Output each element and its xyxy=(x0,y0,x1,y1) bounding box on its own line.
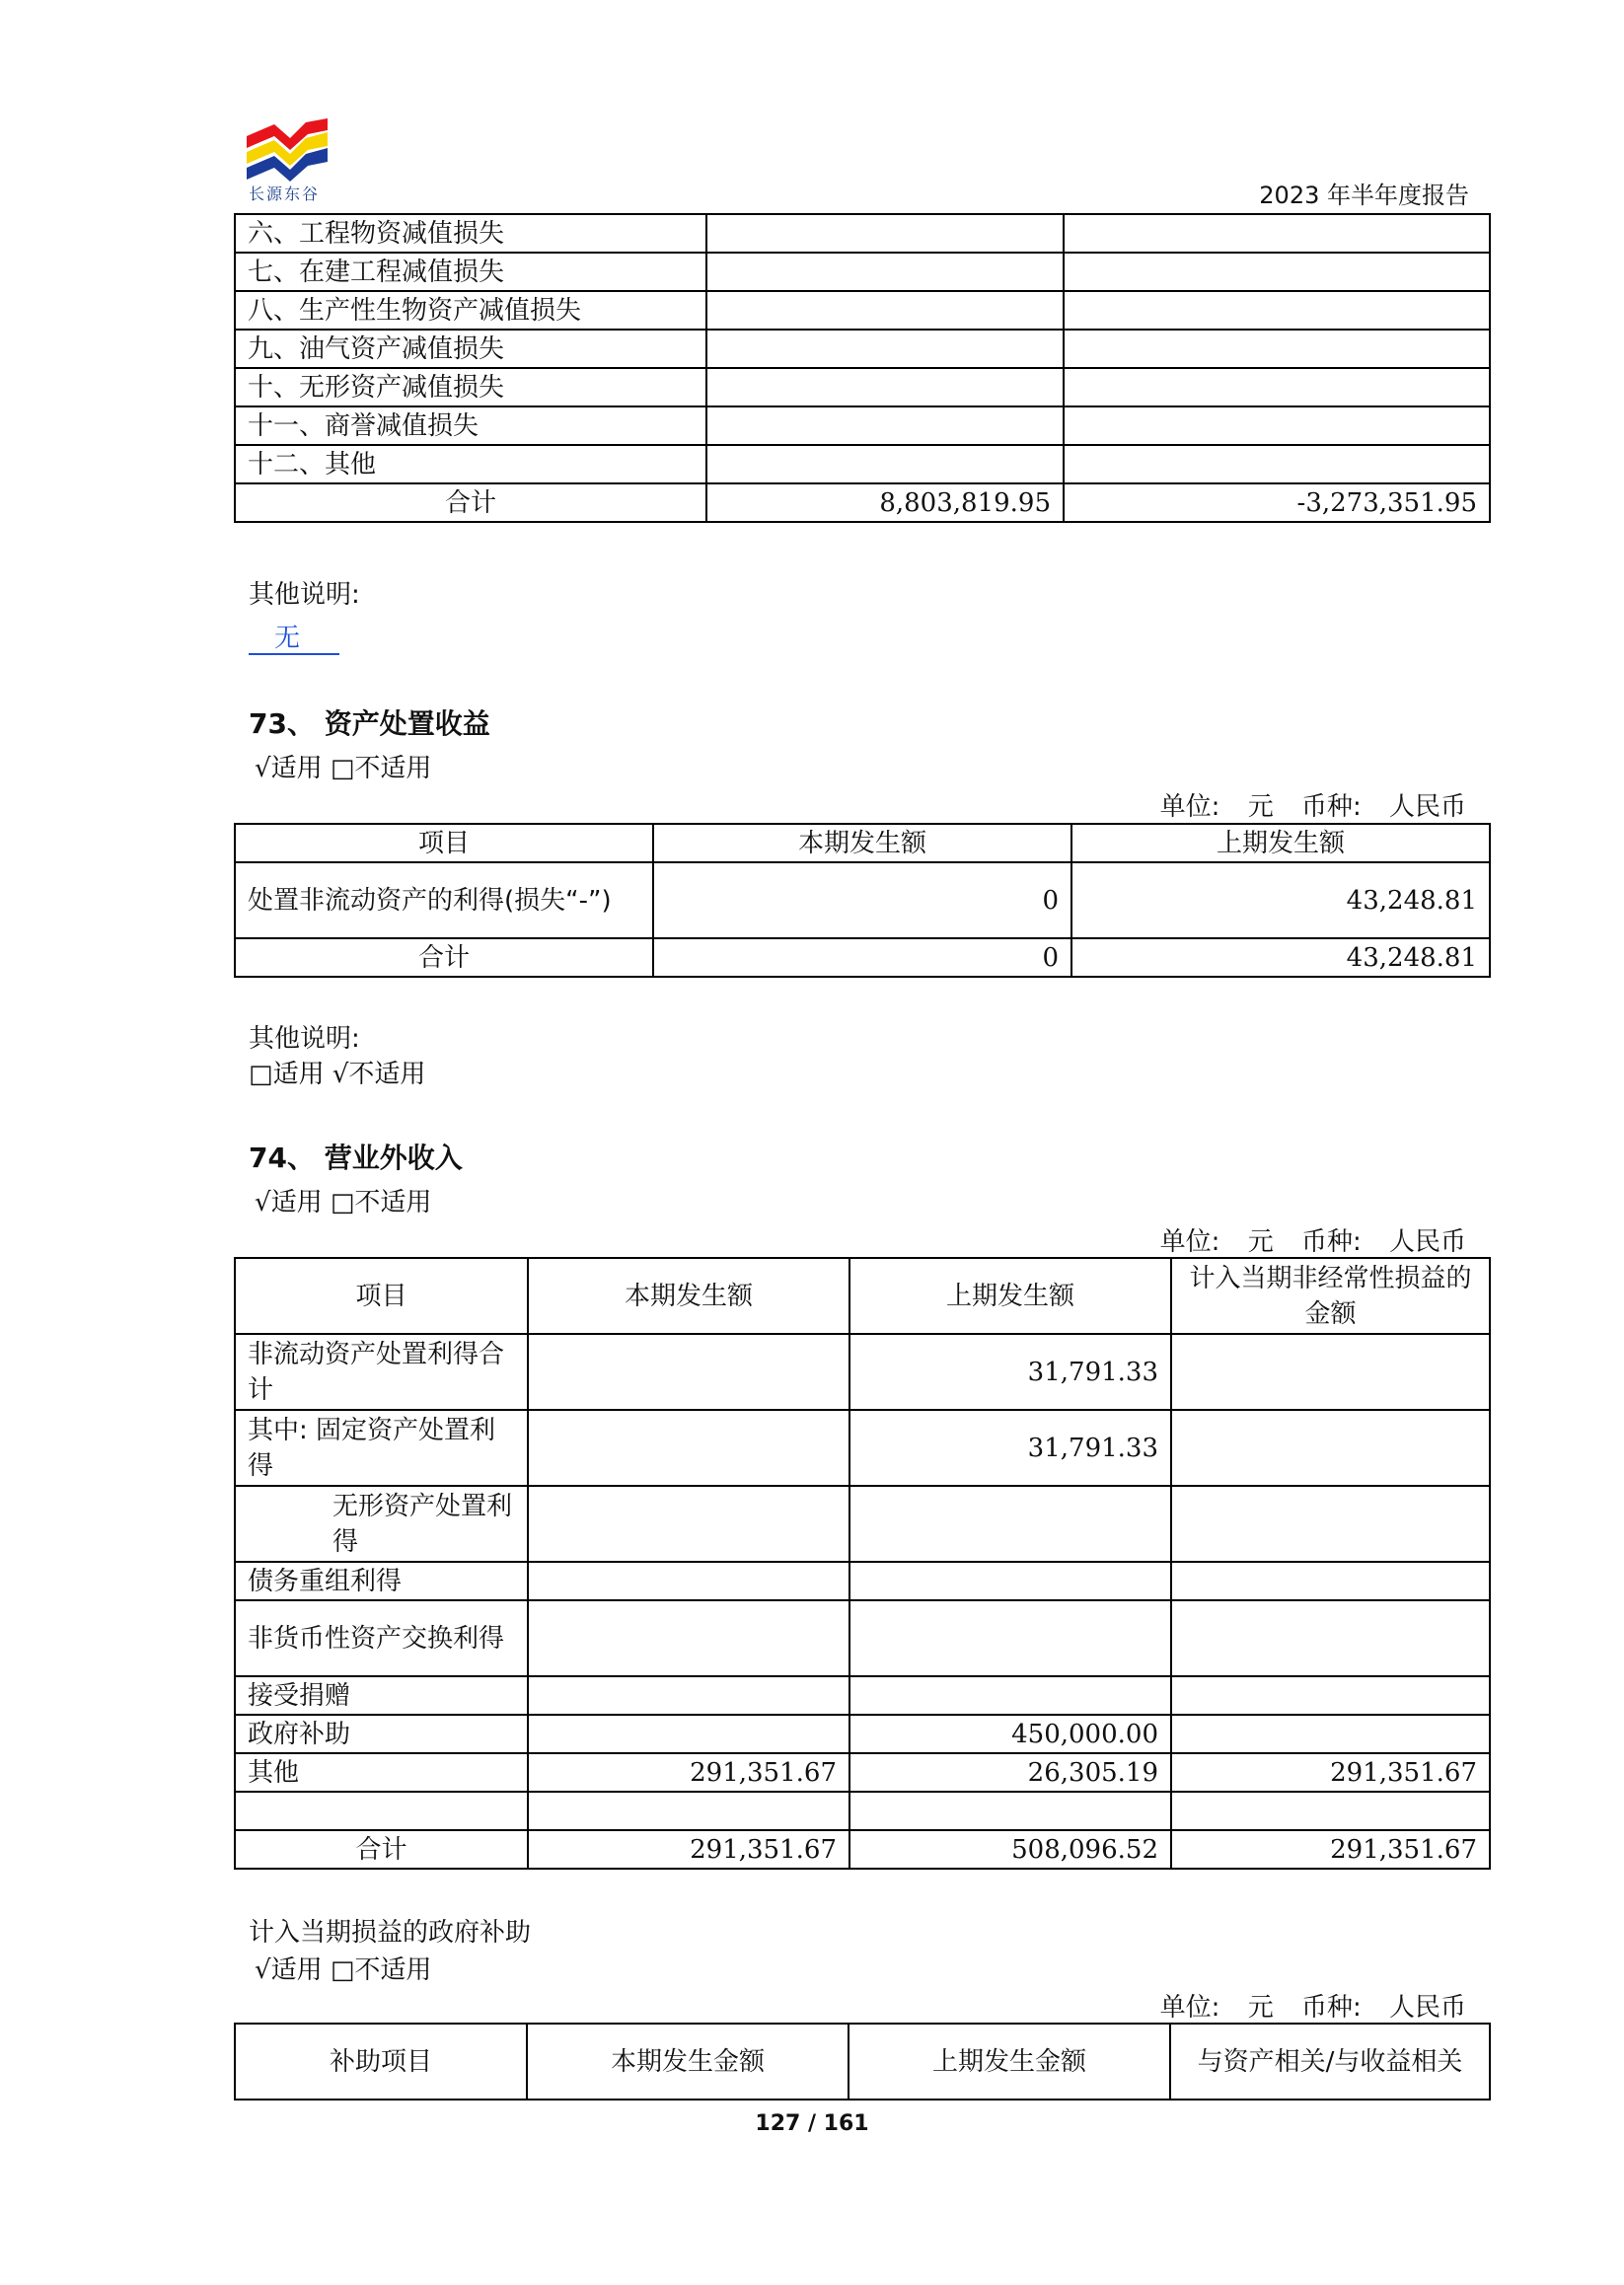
column-header: 本期发生金额 xyxy=(527,2024,849,2100)
section-74-unit: 单位: 元 币种: 人民币 xyxy=(1159,1227,1466,1257)
column-header: 上期发生额 xyxy=(849,1258,1171,1334)
column-header: 补助项目 xyxy=(235,2024,527,2100)
previous-amount xyxy=(849,1486,1171,1562)
previous-amount xyxy=(1064,445,1490,483)
table-row xyxy=(235,862,1490,938)
row-item: 十一、商誉减值损失 xyxy=(235,406,706,445)
current-amount: 291,351.67 xyxy=(528,1753,849,1792)
company-logo-text: 长源东谷 xyxy=(249,184,321,203)
previous-amount xyxy=(1064,368,1490,406)
row-item: 六、工程物资减值损失 xyxy=(235,214,706,253)
previous-amount xyxy=(1064,253,1490,291)
column-header: 项目 xyxy=(235,824,653,862)
nonrecurring-amount xyxy=(1171,1562,1490,1600)
current-amount xyxy=(706,291,1064,330)
column-header: 上期发生金额 xyxy=(849,2024,1170,2100)
table-total-row xyxy=(235,1830,1490,1869)
table-header-row xyxy=(235,2024,1490,2100)
nonrecurring-amount xyxy=(1171,1792,1490,1830)
row-item: 接受捐赠 xyxy=(235,1676,528,1715)
current-amount xyxy=(528,1676,849,1715)
current-amount xyxy=(706,330,1064,368)
gov-subsidy-table xyxy=(234,2023,1491,2101)
table-row xyxy=(235,1410,1490,1486)
table-header-row xyxy=(235,1258,1490,1334)
table-row xyxy=(235,1676,1490,1715)
section-73-title: 73、 资产处置收益 xyxy=(249,707,490,740)
table-row xyxy=(235,253,1490,291)
table-header-row xyxy=(235,824,1490,862)
current-amount xyxy=(706,406,1064,445)
row-item xyxy=(235,1792,528,1830)
gov-subsidy-applicability: √适用 □不适用 xyxy=(255,1955,432,1985)
previous-amount: 450,000.00 xyxy=(849,1715,1171,1753)
previous-amount: 43,248.81 xyxy=(1071,938,1490,977)
previous-amount: 31,791.33 xyxy=(849,1334,1171,1410)
table-row xyxy=(235,214,1490,253)
column-header: 项目 xyxy=(235,1258,528,1334)
table-row xyxy=(235,1792,1490,1830)
table-row xyxy=(235,1486,1490,1562)
column-header: 与资产相关/与收益相关 xyxy=(1170,2024,1490,2100)
column-header: 计入当期非经常性损益的金额 xyxy=(1171,1258,1490,1334)
nonrecurring-amount xyxy=(1171,1334,1490,1410)
column-header: 上期发生额 xyxy=(1071,824,1490,862)
section-74-applicability: √适用 □不适用 xyxy=(255,1188,432,1217)
nonrecurring-amount xyxy=(1171,1486,1490,1562)
row-item: 七、在建工程减值损失 xyxy=(235,253,706,291)
column-header: 本期发生额 xyxy=(653,824,1071,862)
previous-amount xyxy=(1064,214,1490,253)
nonrecurring-amount xyxy=(1171,1410,1490,1486)
nonrecurring-amount xyxy=(1171,1715,1490,1753)
table-row xyxy=(235,406,1490,445)
current-amount xyxy=(528,1715,849,1753)
report-title: 2023 年半年度报告 xyxy=(1259,182,1469,209)
row-item: 处置非流动资产的利得(损失“-”) xyxy=(235,862,653,938)
row-item: 非货币性资产交换利得 xyxy=(235,1600,528,1676)
previous-amount xyxy=(1064,291,1490,330)
table-row xyxy=(235,1715,1490,1753)
previous-amount xyxy=(849,1600,1171,1676)
row-item: 十二、其他 xyxy=(235,445,706,483)
current-amount xyxy=(528,1410,849,1486)
row-item: 合计 xyxy=(235,938,653,977)
current-amount: 291,351.67 xyxy=(528,1830,849,1869)
gov-subsidy-title: 计入当期损益的政府补助 xyxy=(249,1918,532,1948)
other-note-label: 其他说明: xyxy=(249,580,360,610)
row-item: 十、无形资产减值损失 xyxy=(235,368,706,406)
column-header: 本期发生额 xyxy=(528,1258,849,1334)
asset-disposal-income-table xyxy=(234,823,1491,978)
previous-amount: 31,791.33 xyxy=(849,1410,1171,1486)
table-row xyxy=(235,445,1490,483)
previous-amount xyxy=(849,1562,1171,1600)
previous-amount xyxy=(1064,406,1490,445)
row-item: 非流动资产处置利得合计 xyxy=(235,1334,528,1410)
other-note-link[interactable]: 无 xyxy=(249,624,339,655)
current-amount xyxy=(706,368,1064,406)
section-73-applicability: √适用 □不适用 xyxy=(255,754,432,783)
impairment-loss-table xyxy=(234,213,1491,523)
current-amount xyxy=(528,1600,849,1676)
current-amount xyxy=(706,445,1064,483)
current-amount xyxy=(706,214,1064,253)
table-row xyxy=(235,1753,1490,1792)
table-row xyxy=(235,291,1490,330)
current-amount xyxy=(528,1562,849,1600)
non-operating-income-table xyxy=(234,1257,1491,1870)
nonrecurring-amount xyxy=(1171,1676,1490,1715)
page-number: 127 / 161 xyxy=(755,2111,869,2136)
section-74-title: 74、 营业外收入 xyxy=(249,1142,463,1174)
current-amount: 0 xyxy=(653,862,1071,938)
previous-amount: 43,248.81 xyxy=(1071,862,1490,938)
row-item: 其中: 固定资产处置利得 xyxy=(235,1410,528,1486)
row-item: 债务重组利得 xyxy=(235,1562,528,1600)
row-item: 无形资产处置利得 xyxy=(235,1486,528,1562)
gov-subsidy-unit: 单位: 元 币种: 人民币 xyxy=(1159,1993,1466,2023)
current-amount xyxy=(528,1334,849,1410)
table-row xyxy=(235,1334,1490,1410)
current-amount: 8,803,819.95 xyxy=(706,483,1064,522)
table-row xyxy=(235,1600,1490,1676)
current-amount xyxy=(528,1486,849,1562)
section-73-unit: 单位: 元 币种: 人民币 xyxy=(1159,792,1466,822)
previous-amount: 26,305.19 xyxy=(849,1753,1171,1792)
table-row xyxy=(235,1562,1490,1600)
row-item: 八、生产性生物资产减值损失 xyxy=(235,291,706,330)
nonrecurring-amount: 291,351.67 xyxy=(1171,1753,1490,1792)
row-item: 合计 xyxy=(235,483,706,522)
current-amount: 0 xyxy=(653,938,1071,977)
previous-amount xyxy=(1064,330,1490,368)
current-amount xyxy=(706,253,1064,291)
nonrecurring-amount xyxy=(1171,1600,1490,1676)
section-73-other-note-label: 其他说明: xyxy=(249,1024,360,1054)
table-row xyxy=(235,368,1490,406)
table-total-row xyxy=(235,938,1490,977)
previous-amount: -3,273,351.95 xyxy=(1064,483,1490,522)
section-73-other-note-applicability: □适用 √不适用 xyxy=(249,1060,426,1089)
table-total-row xyxy=(235,483,1490,522)
nonrecurring-amount: 291,351.67 xyxy=(1171,1830,1490,1869)
row-item: 其他 xyxy=(235,1753,528,1792)
previous-amount: 508,096.52 xyxy=(849,1830,1171,1869)
row-item: 合计 xyxy=(235,1830,528,1869)
row-item: 九、油气资产减值损失 xyxy=(235,330,706,368)
table-row xyxy=(235,330,1490,368)
current-amount xyxy=(528,1792,849,1830)
row-item: 政府补助 xyxy=(235,1715,528,1753)
previous-amount xyxy=(849,1676,1171,1715)
previous-amount xyxy=(849,1792,1171,1830)
